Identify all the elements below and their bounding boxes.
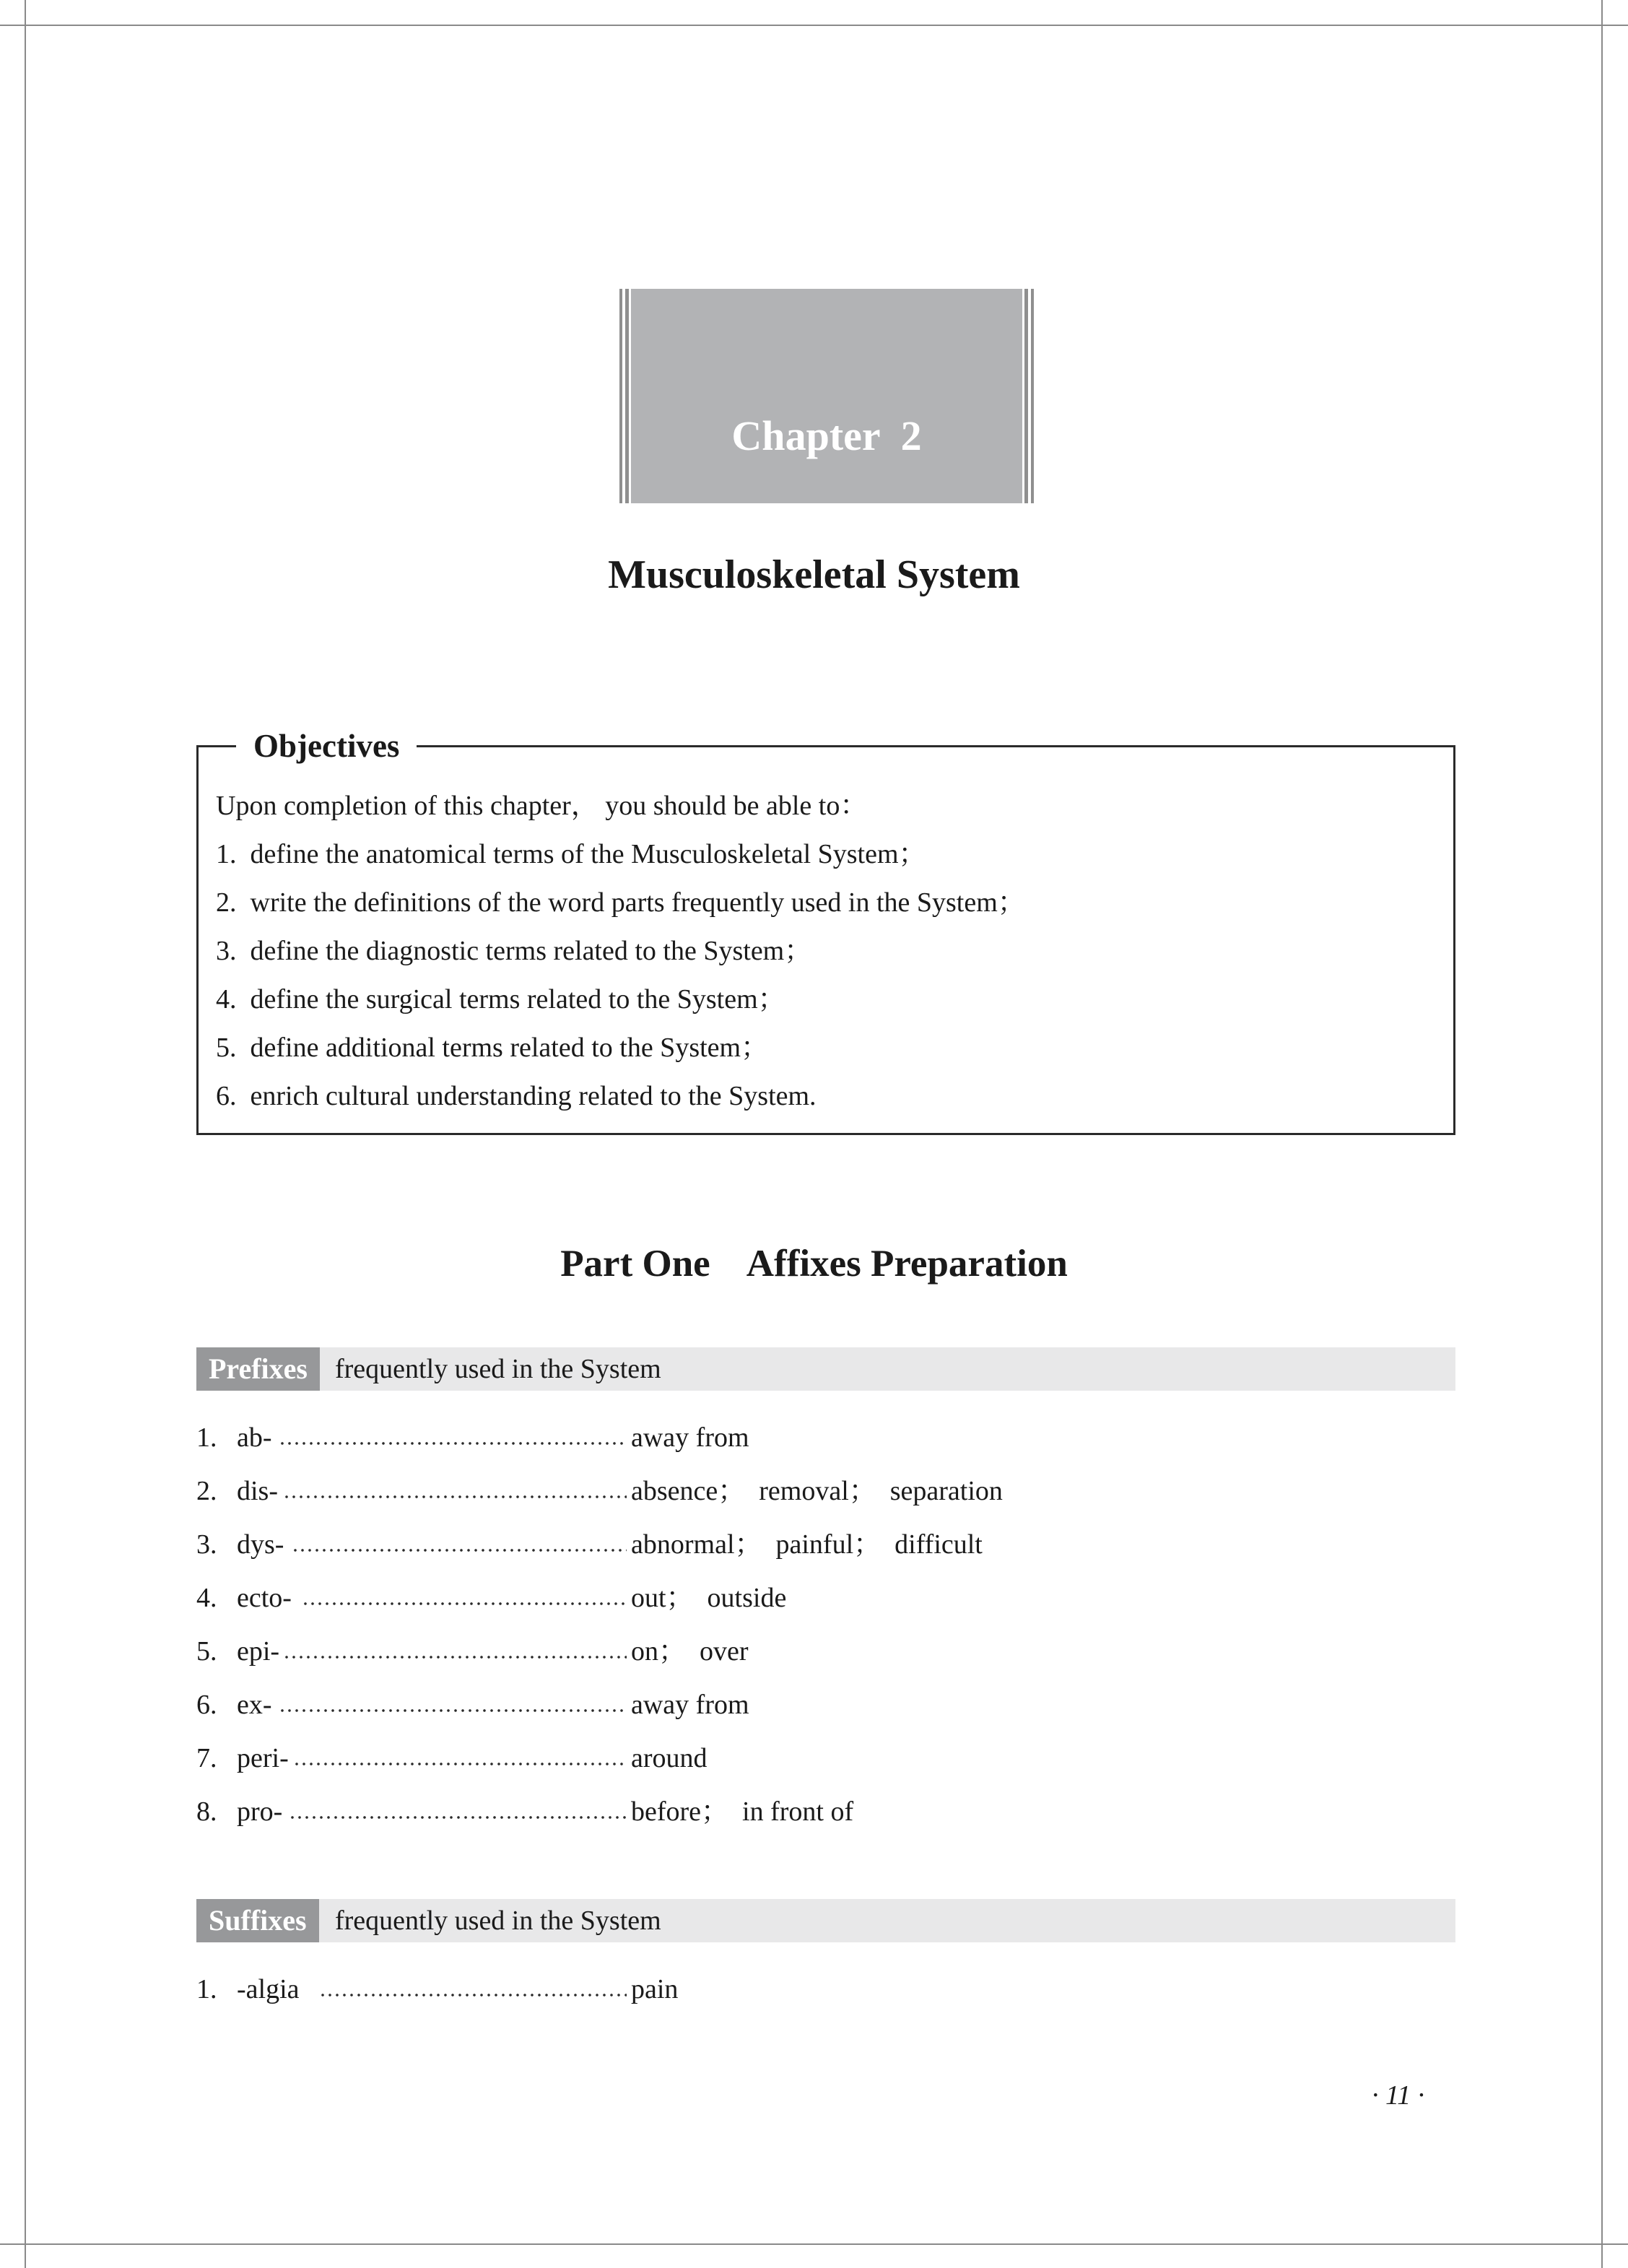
dot-leader xyxy=(289,1816,627,1819)
dot-leader xyxy=(283,1495,627,1498)
crop-mark-left xyxy=(25,0,26,2268)
banner-fill xyxy=(631,289,1022,503)
entry-number: 4. xyxy=(196,1583,217,1613)
suffixes-caption: frequently used in the System xyxy=(335,1906,661,1936)
dot-leader xyxy=(293,1763,627,1765)
entry-term: epi- xyxy=(237,1636,280,1667)
prefixes-caption: frequently used in the System xyxy=(335,1354,661,1384)
entry-number: 3. xyxy=(196,1529,217,1560)
entry-number: 5. xyxy=(196,1636,217,1667)
objectives-box xyxy=(196,728,1455,1135)
prefixes-tag: Prefixes xyxy=(196,1347,320,1391)
dot-leader xyxy=(319,1994,627,1997)
entry-term: dis- xyxy=(237,1476,278,1506)
dot-leader xyxy=(302,1602,627,1605)
entry-definition: before； in front of xyxy=(631,1796,854,1827)
entry-term: ex- xyxy=(237,1690,272,1720)
objective-item: 1. define the anatomical terms of the Musculoskeletal System； xyxy=(216,839,926,869)
chapter-label: Chapter 2 xyxy=(731,412,922,459)
banner-bar-left-inner xyxy=(625,289,629,503)
crop-mark-top xyxy=(0,25,1628,26)
dot-leader xyxy=(279,1442,627,1445)
entry-definition: absence； removal； separation xyxy=(631,1476,1003,1506)
entry-number: 1. xyxy=(196,1974,217,2004)
objective-item: 6. enrich cultural understanding related to the System. xyxy=(216,1081,817,1111)
objective-item: 3. define the diagnostic terms related to the System； xyxy=(216,936,812,966)
entry-definition: out； outside xyxy=(631,1583,787,1613)
crop-mark-bottom xyxy=(0,2243,1628,2245)
objective-item: 2. write the definitions of the word parts frequently used in the System； xyxy=(216,887,1025,918)
part-title: Part One Affixes Preparation xyxy=(560,1243,1068,1285)
crop-mark-right xyxy=(1601,0,1603,2268)
entry-term: dys- xyxy=(237,1529,284,1560)
objective-intro: Upon completion of this chapter， you should be able to： xyxy=(216,791,868,821)
suffixes-header xyxy=(196,1899,1455,1942)
entry-number: 6. xyxy=(196,1690,217,1720)
banner-bar-right-inner xyxy=(1024,289,1028,503)
entry-definition: around xyxy=(631,1743,708,1773)
prefixes-header xyxy=(196,1347,1455,1391)
entry-definition: on； over xyxy=(631,1636,749,1667)
entry-number: 8. xyxy=(196,1796,217,1827)
dot-leader xyxy=(279,1709,627,1712)
chapter-banner xyxy=(619,289,1034,503)
entry-term: ab- xyxy=(237,1422,272,1453)
entry-term: -algia xyxy=(237,1974,300,2004)
chapter-title: Musculoskeletal System xyxy=(608,552,1020,597)
objectives-heading: Objectives xyxy=(236,724,417,768)
entry-number: 1. xyxy=(196,1422,217,1453)
entry-number: 2. xyxy=(196,1476,217,1506)
suffixes-tag: Suffixes xyxy=(196,1899,319,1942)
entry-term: ecto- xyxy=(237,1583,292,1613)
banner-bar-left-outer xyxy=(619,289,622,503)
page-number: · 11 · xyxy=(1372,2080,1425,2111)
entry-number: 7. xyxy=(196,1743,217,1773)
entry-definition: abnormal； painful； difficult xyxy=(631,1529,983,1560)
objective-item: 4. define the surgical terms related to the System； xyxy=(216,984,785,1014)
banner-bar-right-outer xyxy=(1031,289,1034,503)
entry-term: pro- xyxy=(237,1796,283,1827)
dot-leader xyxy=(292,1549,627,1552)
entry-definition: away from xyxy=(631,1422,749,1453)
objective-item: 5. define additional terms related to the System； xyxy=(216,1033,769,1063)
entry-definition: pain xyxy=(631,1974,679,2004)
entry-term: peri- xyxy=(237,1743,289,1773)
dot-leader xyxy=(283,1656,627,1659)
entry-definition: away from xyxy=(631,1690,749,1720)
